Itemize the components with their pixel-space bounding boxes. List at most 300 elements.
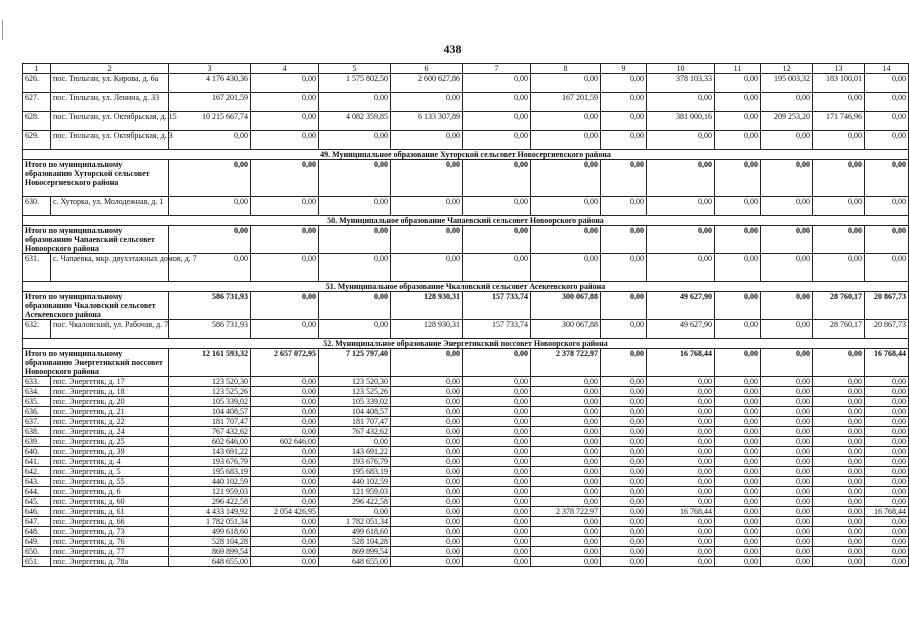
subtotal-value: 0,00 xyxy=(319,160,391,197)
amount-cell: 586 731,93 xyxy=(169,320,251,339)
amount-cell: 0,00 xyxy=(761,517,813,527)
amount-cell: 0,00 xyxy=(813,527,865,537)
address-cell: пос. Энергетик, д. 78а xyxy=(51,557,169,567)
address-cell: пос. Энергетик, д. 17 xyxy=(51,377,169,387)
column-number-header: 6 xyxy=(391,64,463,74)
row-number: 636. xyxy=(23,407,51,417)
address-cell: пос. Энергетик, д. 66 xyxy=(51,517,169,527)
amount-cell: 0,00 xyxy=(865,517,909,527)
amount-cell: 0,00 xyxy=(647,427,715,437)
amount-cell: 0,00 xyxy=(251,547,319,557)
amount-cell: 528 104,28 xyxy=(169,537,251,547)
amount-cell: 0,00 xyxy=(715,407,761,417)
column-number-header: 7 xyxy=(463,64,531,74)
amount-cell: 0,00 xyxy=(391,517,463,527)
row-number: 635. xyxy=(23,397,51,407)
amount-cell: 49 627,90 xyxy=(647,320,715,339)
amount-cell: 0,00 xyxy=(865,74,909,93)
amount-cell: 0,00 xyxy=(601,254,647,282)
subtotal-value: 0,00 xyxy=(531,226,601,254)
amount-cell: 128 930,31 xyxy=(391,320,463,339)
amount-cell: 0,00 xyxy=(251,320,319,339)
amount-cell: 0,00 xyxy=(391,487,463,497)
amount-cell: 0,00 xyxy=(715,507,761,517)
amount-cell: 0,00 xyxy=(601,497,647,507)
section-heading-row xyxy=(23,282,909,292)
amount-cell: 0,00 xyxy=(251,457,319,467)
amount-cell: 0,00 xyxy=(647,407,715,417)
row-number: 646. xyxy=(23,507,51,517)
amount-cell: 0,00 xyxy=(463,397,531,407)
amount-cell: 104 408,57 xyxy=(169,407,251,417)
amount-cell: 121 959,03 xyxy=(319,487,391,497)
subtotal-value: 300 067,88 xyxy=(531,292,601,320)
amount-cell: 0,00 xyxy=(531,447,601,457)
amount-cell: 4 176 430,36 xyxy=(169,74,251,93)
amount-cell: 0,00 xyxy=(531,254,601,282)
amount-cell: 0,00 xyxy=(865,254,909,282)
amount-cell: 0,00 xyxy=(391,417,463,427)
amount-cell: 869 899,54 xyxy=(319,547,391,557)
subtotal-value: 128 930,31 xyxy=(391,292,463,320)
row-number: 626. xyxy=(23,74,51,93)
table-row xyxy=(23,197,909,216)
amount-cell: 0,00 xyxy=(601,467,647,477)
amount-cell: 195 683,19 xyxy=(169,467,251,477)
amount-cell: 0,00 xyxy=(865,93,909,112)
amount-cell: 0,00 xyxy=(647,497,715,507)
subtotal-value: 0,00 xyxy=(463,160,531,197)
amount-cell: 0,00 xyxy=(531,537,601,547)
amount-cell: 0,00 xyxy=(319,507,391,517)
amount-cell: 0,00 xyxy=(531,74,601,93)
subtotal-value: 0,00 xyxy=(251,292,319,320)
amount-cell: 0,00 xyxy=(865,447,909,457)
amount-cell: 0,00 xyxy=(813,467,865,477)
column-number-header: 13 xyxy=(813,64,865,74)
amount-cell: 0,00 xyxy=(531,547,601,557)
subtotal-value: 0,00 xyxy=(251,160,319,197)
subtotal-value: 0,00 xyxy=(169,160,251,197)
table-row xyxy=(23,387,909,397)
amount-cell: 0,00 xyxy=(531,517,601,527)
table-row xyxy=(23,487,909,497)
column-number-header: 4 xyxy=(251,64,319,74)
amount-cell: 0,00 xyxy=(531,487,601,497)
table-row xyxy=(23,417,909,427)
amount-cell: 0,00 xyxy=(813,254,865,282)
amount-cell: 440 102,59 xyxy=(319,477,391,487)
amount-cell: 0,00 xyxy=(251,557,319,567)
amount-cell: 2 378 722,97 xyxy=(531,507,601,517)
amount-cell: 0,00 xyxy=(251,497,319,507)
amount-cell: 0,00 xyxy=(865,437,909,447)
amount-cell: 0,00 xyxy=(463,457,531,467)
amount-cell: 0,00 xyxy=(601,547,647,557)
amount-cell: 0,00 xyxy=(463,497,531,507)
address-cell: пос. Энергетик, д. 5 xyxy=(51,467,169,477)
table-row xyxy=(23,74,909,93)
amount-cell: 0,00 xyxy=(601,537,647,547)
amount-cell: 123 520,30 xyxy=(319,377,391,387)
subtotal-value: 49 627,90 xyxy=(647,292,715,320)
amount-cell: 0,00 xyxy=(761,497,813,507)
amount-cell: 0,00 xyxy=(391,527,463,537)
table-row xyxy=(23,497,909,507)
amount-cell: 0,00 xyxy=(251,487,319,497)
table-row xyxy=(23,131,909,150)
amount-cell: 0,00 xyxy=(761,527,813,537)
amount-cell: 0,00 xyxy=(391,131,463,150)
column-number-header: 2 xyxy=(51,64,169,74)
amount-cell: 0,00 xyxy=(531,131,601,150)
amount-cell: 0,00 xyxy=(813,397,865,407)
amount-cell: 0,00 xyxy=(531,467,601,477)
amount-cell: 0,00 xyxy=(251,407,319,417)
amount-cell: 0,00 xyxy=(531,457,601,467)
address-cell: пос. Тюльган, ул. Октябрьская, д. 15 xyxy=(51,112,169,131)
address-cell: пос. Энергетик, д. 73 xyxy=(51,527,169,537)
amount-cell: 181 707,47 xyxy=(169,417,251,427)
amount-cell: 0,00 xyxy=(463,557,531,567)
amount-cell: 602 646,00 xyxy=(169,437,251,447)
amount-cell: 0,00 xyxy=(251,467,319,477)
amount-cell: 0,00 xyxy=(813,197,865,216)
amount-cell: 0,00 xyxy=(601,477,647,487)
amount-cell: 0,00 xyxy=(865,477,909,487)
amount-cell: 0,00 xyxy=(865,487,909,497)
amount-cell: 0,00 xyxy=(463,507,531,517)
column-number-header: 11 xyxy=(715,64,761,74)
amount-cell: 0,00 xyxy=(813,457,865,467)
amount-cell: 0,00 xyxy=(531,112,601,131)
address-cell: с. Чапаевка, мкр. двухэтажных домов, д. 7 xyxy=(51,254,169,282)
amount-cell: 105 339,02 xyxy=(169,397,251,407)
row-number: 633. xyxy=(23,377,51,387)
amount-cell: 0,00 xyxy=(715,397,761,407)
table-row xyxy=(23,407,909,417)
table-row xyxy=(23,477,909,487)
amount-cell: 0,00 xyxy=(813,447,865,457)
subtotal-row xyxy=(23,349,909,377)
amount-cell: 0,00 xyxy=(601,417,647,427)
subtotal-value: 16 768,44 xyxy=(647,349,715,377)
amount-cell: 0,00 xyxy=(647,477,715,487)
row-number: 645. xyxy=(23,497,51,507)
table-row xyxy=(23,437,909,447)
address-cell: пос. Энергетик, д. 18 xyxy=(51,387,169,397)
amount-cell: 0,00 xyxy=(531,437,601,447)
amount-cell: 0,00 xyxy=(391,507,463,517)
amount-cell: 0,00 xyxy=(463,427,531,437)
subtotal-value: 20 867,73 xyxy=(865,292,909,320)
column-number-header: 9 xyxy=(601,64,647,74)
amount-cell: 0,00 xyxy=(813,377,865,387)
subtotal-value: 0,00 xyxy=(715,160,761,197)
amount-cell: 0,00 xyxy=(813,417,865,427)
amount-cell: 0,00 xyxy=(715,487,761,497)
amount-cell: 0,00 xyxy=(761,457,813,467)
amount-cell: 0,00 xyxy=(715,377,761,387)
amount-cell: 0,00 xyxy=(761,477,813,487)
amount-cell: 0,00 xyxy=(391,537,463,547)
amount-cell: 0,00 xyxy=(251,387,319,397)
table-row xyxy=(23,457,909,467)
amount-cell: 0,00 xyxy=(761,537,813,547)
amount-cell: 0,00 xyxy=(647,377,715,387)
amount-cell: 0,00 xyxy=(251,397,319,407)
subtotal-value: 0,00 xyxy=(865,160,909,197)
amount-cell: 0,00 xyxy=(865,527,909,537)
section-heading-row xyxy=(23,216,909,226)
amount-cell: 171 746,96 xyxy=(813,112,865,131)
amount-cell: 0,00 xyxy=(715,497,761,507)
amount-cell: 0,00 xyxy=(251,377,319,387)
address-cell: пос. Тюльган, ул. Октябрьская, д. 3 xyxy=(51,131,169,150)
amount-cell: 121 959,03 xyxy=(169,487,251,497)
address-cell: пос. Энергетик, д. 76 xyxy=(51,537,169,547)
amount-cell: 0,00 xyxy=(813,387,865,397)
amount-cell: 0,00 xyxy=(865,417,909,427)
amount-cell: 0,00 xyxy=(865,112,909,131)
table-row xyxy=(23,467,909,477)
amount-cell: 0,00 xyxy=(715,527,761,537)
amount-cell: 0,00 xyxy=(715,93,761,112)
amount-cell: 0,00 xyxy=(761,547,813,557)
amount-cell: 0,00 xyxy=(251,254,319,282)
amount-cell: 0,00 xyxy=(319,93,391,112)
amount-cell: 0,00 xyxy=(319,320,391,339)
amount-cell: 0,00 xyxy=(761,487,813,497)
section-heading: 52. Муниципальное образование Энергетикский поссовет Новоорского района xyxy=(23,339,909,349)
table-row xyxy=(23,447,909,457)
subtotal-value: 0,00 xyxy=(647,160,715,197)
amount-cell: 0,00 xyxy=(601,487,647,497)
amount-cell: 0,00 xyxy=(865,457,909,467)
amount-cell: 0,00 xyxy=(601,112,647,131)
amount-cell: 0,00 xyxy=(601,557,647,567)
subtotal-label: Итого по муниципальному образованию Энергетикский поссовет Новоорского района xyxy=(23,349,169,377)
amount-cell: 0,00 xyxy=(463,547,531,557)
amount-cell: 0,00 xyxy=(715,254,761,282)
amount-cell: 0,00 xyxy=(715,477,761,487)
row-number: 642. xyxy=(23,467,51,477)
amount-cell: 0,00 xyxy=(463,527,531,537)
amount-cell: 28 760,17 xyxy=(813,320,865,339)
row-number: 632. xyxy=(23,320,51,339)
subtotal-value: 2 657 072,95 xyxy=(251,349,319,377)
amount-cell: 0,00 xyxy=(647,547,715,557)
table-row xyxy=(23,254,909,282)
amount-cell: 0,00 xyxy=(865,467,909,477)
subtotal-value: 157 733,74 xyxy=(463,292,531,320)
address-cell: пос. Чкаловский, ул. Рабочая, д. 7 xyxy=(51,320,169,339)
column-number-header: 12 xyxy=(761,64,813,74)
amount-cell: 16 768,44 xyxy=(647,507,715,517)
address-cell: пос. Энергетик, д. 55 xyxy=(51,477,169,487)
column-number-header: 8 xyxy=(531,64,601,74)
table-row xyxy=(23,427,909,437)
amount-cell: 0,00 xyxy=(647,447,715,457)
amount-cell: 0,00 xyxy=(601,527,647,537)
column-number-header: 5 xyxy=(319,64,391,74)
amount-cell: 0,00 xyxy=(463,487,531,497)
row-number: 644. xyxy=(23,487,51,497)
amount-cell: 0,00 xyxy=(715,547,761,557)
amount-cell: 0,00 xyxy=(813,547,865,557)
subtotal-value: 2 378 722,97 xyxy=(531,349,601,377)
row-number: 631. xyxy=(23,254,51,282)
amount-cell: 0,00 xyxy=(601,407,647,417)
address-cell: пос. Энергетик, д. 21 xyxy=(51,407,169,417)
amount-cell: 0,00 xyxy=(865,537,909,547)
amount-cell: 0,00 xyxy=(463,437,531,447)
amount-cell: 0,00 xyxy=(601,397,647,407)
amount-cell: 0,00 xyxy=(813,497,865,507)
subtotal-value: 0,00 xyxy=(715,226,761,254)
amount-cell: 181 707,47 xyxy=(319,417,391,427)
amount-cell: 0,00 xyxy=(251,74,319,93)
section-heading: 51. Муниципальное образование Чкаловский сельсовет Асекеевского района xyxy=(23,282,909,292)
amount-cell: 528 104,28 xyxy=(319,537,391,547)
amount-cell: 104 408,57 xyxy=(319,407,391,417)
amount-cell: 0,00 xyxy=(647,467,715,477)
address-cell: пос. Энергетик, д. 4 xyxy=(51,457,169,467)
subtotal-value: 0,00 xyxy=(761,160,813,197)
amount-cell: 16 768,44 xyxy=(865,507,909,517)
amount-cell: 0,00 xyxy=(251,527,319,537)
subtotal-value: 0,00 xyxy=(319,226,391,254)
subtotal-value: 0,00 xyxy=(761,292,813,320)
amount-cell: 0,00 xyxy=(865,397,909,407)
amount-cell: 0,00 xyxy=(531,377,601,387)
amount-cell: 0,00 xyxy=(463,407,531,417)
amount-cell: 0,00 xyxy=(319,437,391,447)
scan-edge-mark xyxy=(2,20,3,40)
amount-cell: 143 691,22 xyxy=(319,447,391,457)
amount-cell: 0,00 xyxy=(715,387,761,397)
amount-cell: 0,00 xyxy=(865,377,909,387)
amount-cell: 0,00 xyxy=(391,197,463,216)
amount-cell: 0,00 xyxy=(601,377,647,387)
amount-cell: 0,00 xyxy=(761,377,813,387)
subtotal-value: 0,00 xyxy=(169,226,251,254)
amount-cell: 0,00 xyxy=(463,254,531,282)
amount-cell: 0,00 xyxy=(761,197,813,216)
subtotal-row xyxy=(23,160,909,197)
subtotal-value: 0,00 xyxy=(463,349,531,377)
row-number: 634. xyxy=(23,387,51,397)
subtotal-value: 0,00 xyxy=(647,226,715,254)
amount-cell: 0,00 xyxy=(647,487,715,497)
amount-cell: 0,00 xyxy=(865,131,909,150)
address-cell: пос. Энергетик, д. 25 xyxy=(51,437,169,447)
address-cell: с. Хуторка, ул. Молодежная, д. 1 xyxy=(51,197,169,216)
row-number: 627. xyxy=(23,93,51,112)
amount-cell: 0,00 xyxy=(715,74,761,93)
subtotal-value: 0,00 xyxy=(601,226,647,254)
column-number-header: 10 xyxy=(647,64,715,74)
amount-cell: 0,00 xyxy=(391,547,463,557)
amount-cell: 0,00 xyxy=(715,320,761,339)
address-cell: пос. Тюльган, ул. Ленина, д. 33 xyxy=(51,93,169,112)
amount-cell: 0,00 xyxy=(531,557,601,567)
amount-cell: 296 422,58 xyxy=(169,497,251,507)
subtotal-value: 0,00 xyxy=(251,226,319,254)
row-number: 647. xyxy=(23,517,51,527)
subtotal-value: 586 731,93 xyxy=(169,292,251,320)
amount-cell: 0,00 xyxy=(715,437,761,447)
amount-cell: 0,00 xyxy=(715,557,761,567)
amount-cell: 10 215 667,74 xyxy=(169,112,251,131)
subtotal-value: 0,00 xyxy=(391,226,463,254)
amount-cell: 648 655,00 xyxy=(319,557,391,567)
table-row xyxy=(23,517,909,527)
amount-cell: 0,00 xyxy=(647,517,715,527)
column-number-header: 14 xyxy=(865,64,909,74)
amount-cell: 0,00 xyxy=(647,131,715,150)
amount-cell: 0,00 xyxy=(391,427,463,437)
amount-cell: 0,00 xyxy=(761,447,813,457)
amount-cell: 440 102,59 xyxy=(169,477,251,487)
amount-cell: 0,00 xyxy=(601,507,647,517)
amount-cell: 0,00 xyxy=(463,377,531,387)
amount-cell: 0,00 xyxy=(601,131,647,150)
amount-cell: 0,00 xyxy=(251,447,319,457)
amount-cell: 0,00 xyxy=(647,387,715,397)
amount-cell: 0,00 xyxy=(463,112,531,131)
amount-cell: 0,00 xyxy=(531,397,601,407)
amount-cell: 0,00 xyxy=(463,537,531,547)
amount-cell: 20 867,73 xyxy=(865,320,909,339)
amount-cell: 0,00 xyxy=(531,427,601,437)
table-row xyxy=(23,557,909,567)
amount-cell: 0,00 xyxy=(715,427,761,437)
amount-cell: 0,00 xyxy=(601,74,647,93)
amount-cell: 0,00 xyxy=(761,254,813,282)
row-number: 650. xyxy=(23,547,51,557)
amount-cell: 0,00 xyxy=(813,507,865,517)
amount-cell: 123 525,26 xyxy=(169,387,251,397)
amount-cell: 0,00 xyxy=(391,437,463,447)
amount-cell: 0,00 xyxy=(463,93,531,112)
subtotal-label: Итого по муниципальному образованию Чапаевский сельсовет Новоорского района xyxy=(23,226,169,254)
amount-cell: 0,00 xyxy=(865,387,909,397)
subtotal-label: Итого по муниципальному образованию Чкаловский сельсовет Асекеевского района xyxy=(23,292,169,320)
amount-cell: 0,00 xyxy=(391,397,463,407)
amount-cell: 0,00 xyxy=(391,447,463,457)
subtotal-value: 0,00 xyxy=(761,226,813,254)
amount-cell: 193 676,79 xyxy=(169,457,251,467)
amount-cell: 0,00 xyxy=(715,537,761,547)
amount-cell: 0,00 xyxy=(647,457,715,467)
subtotal-row xyxy=(23,226,909,254)
amount-cell: 0,00 xyxy=(601,437,647,447)
amount-cell: 195 683,19 xyxy=(319,467,391,477)
amount-cell: 0,00 xyxy=(813,487,865,497)
row-number: 629. xyxy=(23,131,51,150)
amount-cell: 0,00 xyxy=(601,197,647,216)
amount-cell: 0,00 xyxy=(715,467,761,477)
row-number: 628. xyxy=(23,112,51,131)
amount-cell: 0,00 xyxy=(391,93,463,112)
amount-cell: 0,00 xyxy=(251,197,319,216)
amount-cell: 1 782 051,34 xyxy=(319,517,391,527)
amount-cell: 0,00 xyxy=(169,254,251,282)
amount-cell: 0,00 xyxy=(391,254,463,282)
amount-cell: 767 432,62 xyxy=(319,427,391,437)
amount-cell: 0,00 xyxy=(169,131,251,150)
